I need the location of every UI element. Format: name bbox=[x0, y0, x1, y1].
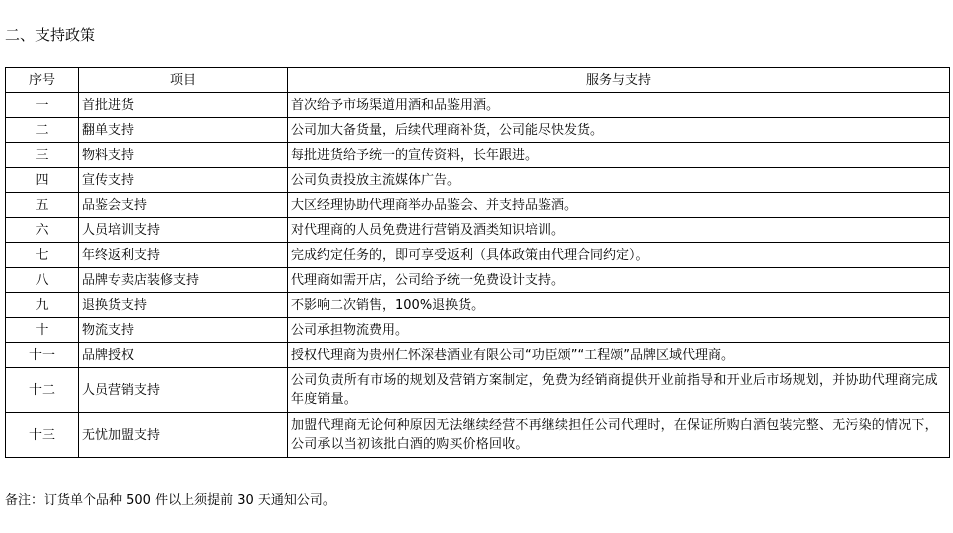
table-row bbox=[6, 293, 950, 318]
row-number: 十 bbox=[6, 318, 79, 343]
table-row bbox=[6, 193, 950, 218]
table-row bbox=[6, 318, 950, 343]
row-description: 对代理商的人员免费进行营销及酒类知识培训。 bbox=[288, 218, 950, 243]
row-item: 品牌专卖店装修支持 bbox=[79, 268, 288, 293]
row-number: 七 bbox=[6, 243, 79, 268]
row-number: 六 bbox=[6, 218, 79, 243]
header-service: 服务与支持 bbox=[288, 68, 950, 93]
row-number: 九 bbox=[6, 293, 79, 318]
row-item: 物料支持 bbox=[79, 143, 288, 168]
row-item: 物流支持 bbox=[79, 318, 288, 343]
row-number: 二 bbox=[6, 118, 79, 143]
table-row bbox=[6, 218, 950, 243]
table-row bbox=[6, 413, 950, 458]
row-description: 大区经理协助代理商举办品鉴会、并支持品鉴酒。 bbox=[288, 193, 950, 218]
row-number: 十二 bbox=[6, 368, 79, 413]
header-item: 项目 bbox=[79, 68, 288, 93]
row-description: 加盟代理商无论何种原因无法继续经营不再继续担任公司代理时，在保证所购白酒包装完整、无污染的情况下，公司承以当初该批白酒的购买价格回收。 bbox=[288, 413, 950, 458]
table-row bbox=[6, 143, 950, 168]
row-description: 完成约定任务的，即可享受返利（具体政策由代理合同约定）。 bbox=[288, 243, 950, 268]
row-number: 十三 bbox=[6, 413, 79, 458]
row-item: 宣传支持 bbox=[79, 168, 288, 193]
row-item: 人员营销支持 bbox=[79, 368, 288, 413]
row-number: 一 bbox=[6, 93, 79, 118]
row-description: 代理商如需开店，公司给予统一免费设计支持。 bbox=[288, 268, 950, 293]
row-number: 十一 bbox=[6, 343, 79, 368]
table-header-row bbox=[6, 68, 950, 93]
table-row bbox=[6, 118, 950, 143]
row-item: 人员培训支持 bbox=[79, 218, 288, 243]
table-row bbox=[6, 343, 950, 368]
row-item: 退换货支持 bbox=[79, 293, 288, 318]
row-description: 公司负责所有市场的规划及营销方案制定，免费为经销商提供开业前指导和开业后市场规划，并协助代理商完成年度销量。 bbox=[288, 368, 950, 413]
row-item: 年终返利支持 bbox=[79, 243, 288, 268]
table-row bbox=[6, 368, 950, 413]
row-description: 不影响二次销售，100%退换货。 bbox=[288, 293, 950, 318]
row-description: 公司承担物流费用。 bbox=[288, 318, 950, 343]
row-item: 首批进货 bbox=[79, 93, 288, 118]
row-item: 无忧加盟支持 bbox=[79, 413, 288, 458]
row-description: 公司加大备货量，后续代理商补货，公司能尽快发货。 bbox=[288, 118, 950, 143]
row-item: 品牌授权 bbox=[79, 343, 288, 368]
section-title: 二、支持政策 bbox=[5, 26, 96, 44]
footnote: 备注：订货单个品种 500 件以上须提前 30 天通知公司。 bbox=[5, 493, 336, 508]
row-description: 授权代理商为贵州仁怀深巷酒业有限公司“功臣颂”“工程颂”品牌区域代理商。 bbox=[288, 343, 950, 368]
table-row bbox=[6, 243, 950, 268]
row-item: 品鉴会支持 bbox=[79, 193, 288, 218]
row-number: 四 bbox=[6, 168, 79, 193]
table-row bbox=[6, 93, 950, 118]
header-no: 序号 bbox=[6, 68, 79, 93]
row-description: 公司负责投放主流媒体广告。 bbox=[288, 168, 950, 193]
row-number: 五 bbox=[6, 193, 79, 218]
row-item: 翻单支持 bbox=[79, 118, 288, 143]
row-number: 八 bbox=[6, 268, 79, 293]
row-number: 三 bbox=[6, 143, 79, 168]
support-policy-table bbox=[5, 67, 950, 458]
table-row bbox=[6, 168, 950, 193]
table-row bbox=[6, 268, 950, 293]
row-description: 首次给予市场渠道用酒和品鉴用酒。 bbox=[288, 93, 950, 118]
row-description: 每批进货给予统一的宣传资料，长年跟进。 bbox=[288, 143, 950, 168]
